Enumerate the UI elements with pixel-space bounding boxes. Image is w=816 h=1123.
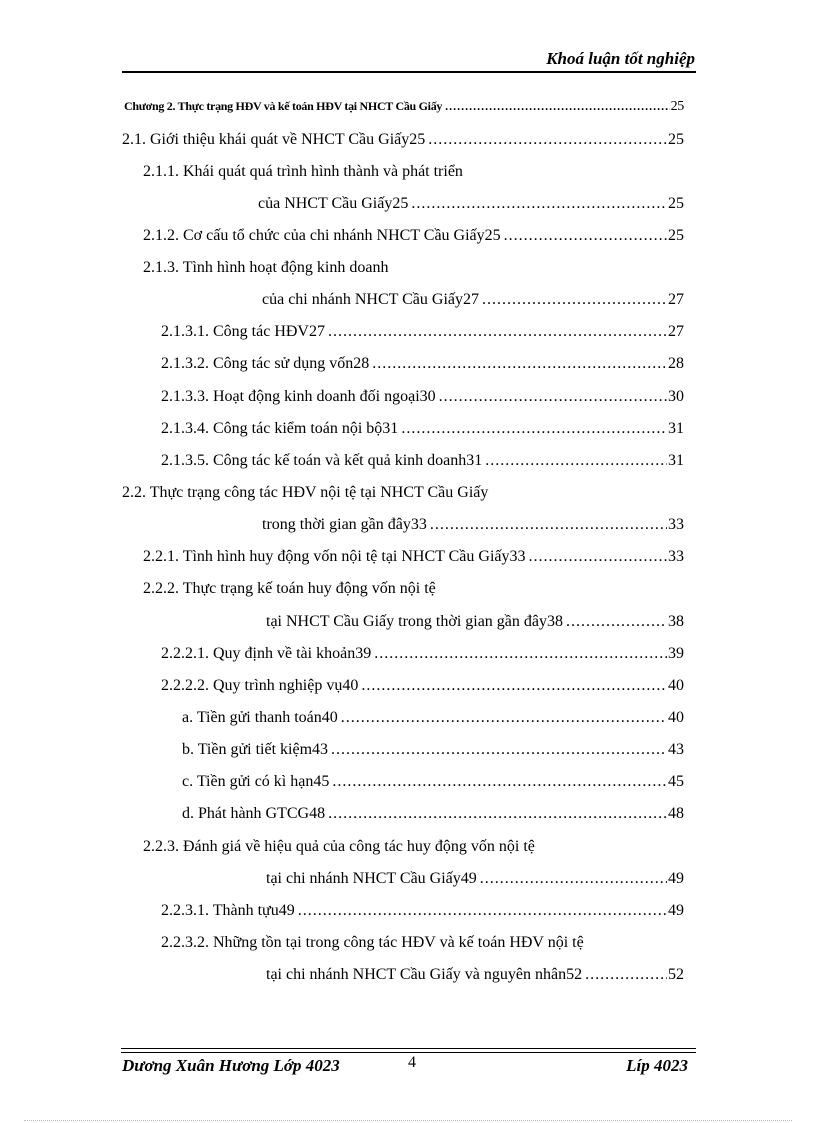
toc-page: 43 <box>668 741 684 758</box>
toc-entry-text: c. Tiền gửi có kì hạn45 <box>182 773 330 790</box>
toc-entry-text: b. Tiền gửi tiết kiệm43 <box>182 741 329 758</box>
toc-page: 49 <box>668 902 684 919</box>
toc-page: 25 <box>668 195 684 212</box>
toc-entry-text: d. Phát hành GTCG48 <box>182 805 326 822</box>
toc-entry-2-1[interactable] <box>122 131 684 149</box>
toc-entry-text: tại chi nhánh NHCT Cầu Giấy và nguyên nhân52 <box>266 966 583 983</box>
toc-entry-text: 2.2.1. Tình hình huy động vốn nội tệ tại NHCT Cầu Giấy33 <box>143 548 526 565</box>
toc-leader <box>480 870 667 888</box>
toc-leader <box>411 195 667 213</box>
toc-page: 38 <box>668 613 684 630</box>
toc-entry-2-1-2[interactable] <box>143 227 684 245</box>
toc-entry-2-1-3-2[interactable] <box>161 355 684 373</box>
toc-entry-2-1-1-line1[interactable]: 2.1.1. Khái quát quá trình hình thành và phát triển <box>143 163 463 180</box>
toc-page: 33 <box>668 548 684 565</box>
toc-leader <box>332 773 667 791</box>
toc-page: 28 <box>668 355 684 372</box>
toc-page: 25 <box>668 131 684 148</box>
toc-page: 31 <box>668 452 684 469</box>
toc-entry-text: 2.1. Giới thiệu khái quát về NHCT Cầu Giấy25 <box>122 131 426 148</box>
toc-page: 31 <box>668 420 684 437</box>
toc-leader <box>585 966 667 984</box>
toc-leader <box>529 548 668 566</box>
toc-entry-2-2-line1[interactable]: 2.2. Thực trạng công tác HĐV nội tệ tại NHCT Cầu Giấy <box>122 484 489 501</box>
toc-leader <box>439 388 667 406</box>
toc-leader <box>328 323 667 341</box>
toc-entry-2-2-3-line1[interactable]: 2.2.3. Đánh giá về hiệu quả của công tác huy động vốn nội tệ <box>143 838 535 855</box>
toc-leader <box>445 99 669 114</box>
footer-rule <box>121 1052 696 1053</box>
toc-page: 33 <box>668 516 684 533</box>
toc-leader <box>485 452 667 470</box>
toc-entry-c[interactable] <box>182 773 684 791</box>
toc-entry-text: 2.1.3.4. Công tác kiểm toán nội bộ31 <box>161 420 399 437</box>
toc-leader <box>428 131 667 149</box>
toc-entry-2-2-2-1[interactable] <box>161 645 684 663</box>
toc-page: 40 <box>668 677 684 694</box>
toc-entry-2-1-3-line2[interactable] <box>262 291 684 309</box>
page-edge-dots <box>24 1120 792 1121</box>
toc-entry-2-2-2-2[interactable] <box>161 677 684 695</box>
toc-leader <box>361 677 667 695</box>
toc-entry-a[interactable] <box>182 709 684 727</box>
toc-entry-text: 2.1.3.3. Hoạt động kinh doanh đối ngoại30 <box>161 388 436 405</box>
toc-page: 48 <box>668 805 684 822</box>
toc-entry-2-1-3-5[interactable] <box>161 452 684 470</box>
toc-entry-2-2-3-2-line1[interactable]: 2.2.3.2. Những tồn tại trong công tác HĐV và kế toán HĐV nội tệ <box>161 934 584 951</box>
toc-entry-text: 2.1.3.1. Công tác HĐV27 <box>161 323 325 340</box>
toc-entry-text: 2.1.2. Cơ cấu tổ chức của chi nhánh NHCT Cầu Giấy25 <box>143 227 501 244</box>
header-title: Khoá luận tốt nghiệp <box>546 49 695 68</box>
toc-page: 30 <box>668 388 684 405</box>
toc-entry-text: trong thời gian gần đây33 <box>262 516 427 533</box>
toc-leader <box>374 645 667 663</box>
footer-author: Dương Xuân Hương Lớp 4023 <box>122 1056 340 1075</box>
toc-page: 27 <box>668 291 684 308</box>
toc-entry-2-1-3-line1[interactable]: 2.1.3. Tình hình hoạt động kinh doanh <box>143 259 389 276</box>
footer-page-number: 4 <box>408 1054 416 1071</box>
toc-leader <box>430 516 667 534</box>
toc-page: 25 <box>668 227 684 244</box>
toc-leader <box>331 741 667 759</box>
toc-entry-2-1-1-line2[interactable] <box>258 195 684 213</box>
toc-leader <box>566 613 667 631</box>
toc-entry-2-2-1[interactable] <box>143 548 684 566</box>
toc-entry-text: 2.1.3.5. Công tác kế toán và kết quả kinh doanh31 <box>161 452 483 469</box>
footer-class: Líp 4023 <box>626 1056 688 1075</box>
toc-entry-2-2-2-line2[interactable] <box>266 613 684 631</box>
toc-page: 25 <box>670 99 684 114</box>
toc-leader <box>482 291 667 309</box>
toc-entry-2-2-3-1[interactable] <box>161 902 684 920</box>
toc-entry-d[interactable] <box>182 805 684 823</box>
toc-entry-text: 2.2.3.1. Thành tựu49 <box>161 902 295 919</box>
toc-entry-2-2-line2[interactable] <box>262 516 684 534</box>
toc-entry-2-1-3-1[interactable] <box>161 323 684 341</box>
toc-page: 39 <box>668 645 684 662</box>
toc-entry-text: a. Tiền gửi thanh toán40 <box>182 709 338 726</box>
toc-entry-text: Chương 2. Thực trạng HĐV và kế toán HĐV tại NHCT Cầu Giấy <box>124 99 443 113</box>
toc-page: 52 <box>668 966 684 983</box>
toc-entry-2-2-2-line1[interactable]: 2.2.2. Thực trạng kế toán huy động vốn nội tệ <box>143 580 436 597</box>
toc-leader <box>504 227 667 245</box>
toc-entry-chapter-2[interactable] <box>124 99 684 115</box>
toc-leader <box>328 805 667 823</box>
toc-leader <box>401 420 667 438</box>
toc-entry-text: tại chi nhánh NHCT Cầu Giấy49 <box>266 870 477 887</box>
toc-entry-2-2-3-line2[interactable] <box>266 870 684 888</box>
toc-entry-2-1-3-3[interactable] <box>161 388 684 406</box>
footer-rule <box>121 1048 696 1049</box>
toc-entry-text: 2.2.2.1. Quy định về tài khoản39 <box>161 645 372 662</box>
header-rule <box>122 71 696 73</box>
toc-entry-2-1-3-4[interactable] <box>161 420 684 438</box>
toc-page: 49 <box>668 870 684 887</box>
toc-entry-text: của chi nhánh NHCT Cầu Giấy27 <box>262 291 479 308</box>
toc-entry-b[interactable] <box>182 741 684 759</box>
toc-entry-text: của NHCT Cầu Giấy25 <box>258 195 409 212</box>
toc-page: 45 <box>668 773 684 790</box>
toc-leader <box>372 355 667 373</box>
toc-leader <box>341 709 667 727</box>
toc-leader <box>298 902 667 920</box>
toc-entry-text: 2.1.3.2. Công tác sử dụng vốn28 <box>161 355 370 372</box>
toc-entry-text: 2.2.2.2. Quy trình nghiệp vụ40 <box>161 677 359 694</box>
toc-page: 27 <box>668 323 684 340</box>
toc-entry-2-2-3-2-line2[interactable] <box>266 966 684 984</box>
toc-page: 40 <box>668 709 684 726</box>
toc-entry-text: tại NHCT Cầu Giấy trong thời gian gần đây38 <box>266 613 564 630</box>
